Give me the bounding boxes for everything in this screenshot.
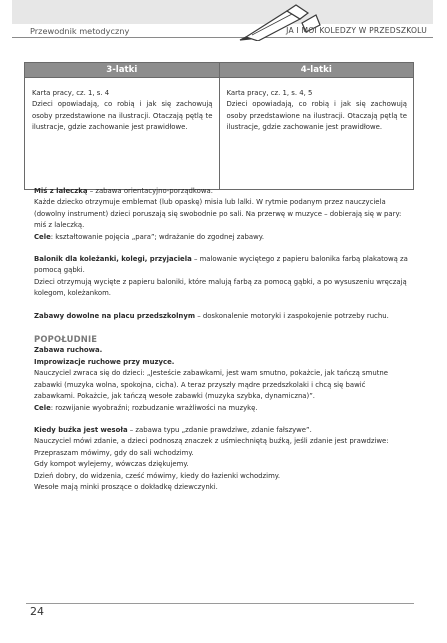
col1-header: 3-latki <box>25 63 220 78</box>
header-left-title: Przewodnik metodyczny <box>30 26 130 36</box>
header-right-title: JA I MOI KOLEDZY W PRZEDSZKOLU <box>286 26 427 35</box>
block3-title-rest: – doskonalenie motoryki i zaspokojenie potrzeby ruchu. <box>195 311 389 320</box>
block4-goal <box>34 403 408 414</box>
block4-line2: Improwizacje ruchowe przy muzyce. <box>34 357 175 366</box>
block2-title: Balonik dla koleżanki, kolegi, przyjaciela <box>34 255 192 264</box>
header-rule <box>12 37 433 38</box>
block5-text: Nauczyciel mówi zdanie, a dzieci podnoszą znaczek z uśmiechniętą buźką, jeśli zdanie jest prawdziwe: <box>34 437 389 446</box>
block5-title: Kiedy buźka jest wesoła <box>34 425 128 434</box>
block2-title-line <box>34 254 408 277</box>
block1-title-line <box>34 186 408 197</box>
block5-title-line <box>34 425 408 436</box>
block4-text: Nauczyciel zwraca się do dzieci: „Jesteście zabawkami, jest wam smutno, pokażcie, jak tańczą smutne zabawki (muzyka wolna, spokojna, cicha). A teraz przyszły mądre przedszkolaki i chcą się bawić zabawkami. Pokażcie, jak tańczą wesołe zabawki (muzyka szybka, dynamiczna)”. <box>34 369 389 401</box>
block2-title-rest: – malowanie wyciętego z papieru balonika farbą plakatową za pomocą gąbki. <box>34 255 408 275</box>
footer-rule <box>26 603 414 604</box>
block1-goal-text: : kształtowanie pojęcia „para”; wdrażanie do zgodnej zabawy. <box>50 232 265 241</box>
page-number: 24 <box>30 605 44 618</box>
block1-goal-label: Cele <box>34 232 51 241</box>
block4-goal-text: : rozwijanie wyobraźni; rozbudzanie wrażliwości na muzykę. <box>50 403 258 412</box>
page-header <box>12 0 433 42</box>
col1-ref: Karta pracy, cz. 1, s. 4 <box>32 89 110 97</box>
block3-title: Zabawy dowolne na placu przedszkolnym <box>34 311 196 320</box>
block1-title-rest: – zabawa orientacyjno-porządkowa. <box>87 187 213 195</box>
pencil-eraser-illustration <box>232 1 322 41</box>
main-content <box>34 186 408 493</box>
col1-cell <box>25 78 220 190</box>
col2-ref: Karta pracy, cz. 1, s. 4, 5 <box>226 89 313 97</box>
block1-goal <box>34 232 408 243</box>
block5-line: Dzień dobry, do widzenia, cześć mówimy, kiedy do łazienki wchodzimy. <box>34 471 281 480</box>
block5-line: Wesołe mają minki proszące o dokładkę dziewczynki. <box>34 482 218 491</box>
block3-title-line <box>34 311 408 322</box>
block2-text: Dzieci otrzymują wycięte z papieru baloniki, które malują farbą za pomocą gąbki, a po wysuszeniu wręczają kolegom, koleżankom. <box>34 277 407 298</box>
col1-text: Dzieci opowiadają, co robią i jak się zachowują osoby przedstawione na ilustracji. Otaczają pętlą te ilustracje, gdzie zachowanie jest prawidłowe. <box>32 100 213 131</box>
block1-title: Miś z laleczką <box>34 187 88 195</box>
block5-line: Przepraszam mówimy, gdy do sali wchodzimy. <box>34 448 194 457</box>
col2-cell <box>219 78 414 190</box>
col2-header: 4-latki <box>219 63 414 78</box>
block4-line1: Zabawa ruchowa. <box>34 346 103 355</box>
age-group-table <box>24 62 414 190</box>
section-title-popoludnie: POPOŁUDNIE <box>34 334 98 345</box>
block5-title-rest: – zabawa typu „zdanie prawdziwe, zdanie fałszywe”. <box>127 425 312 434</box>
block1-text: Każde dziecko otrzymuje emblemat (lub opaskę) misia lub lalki. W rytmie podanym przez nauczyciela (dowolny instrument) dzieci poruszają się swobodnie po sali. Na przerwę w muzyce – dobierają się w pary: miś z laleczką. <box>34 198 402 230</box>
block4-goal-label: Cele <box>34 403 51 412</box>
block5-line: Gdy kompot wylejemy, wówczas dziękujemy. <box>34 460 189 469</box>
col2-text: Dzieci opowiadają, co robią i jak się zachowują osoby przedstawione na ilustracji. Otaczają pętlą te ilustracje, gdzie zachowanie jest prawidłowe. <box>226 100 407 131</box>
header-band <box>12 0 433 24</box>
